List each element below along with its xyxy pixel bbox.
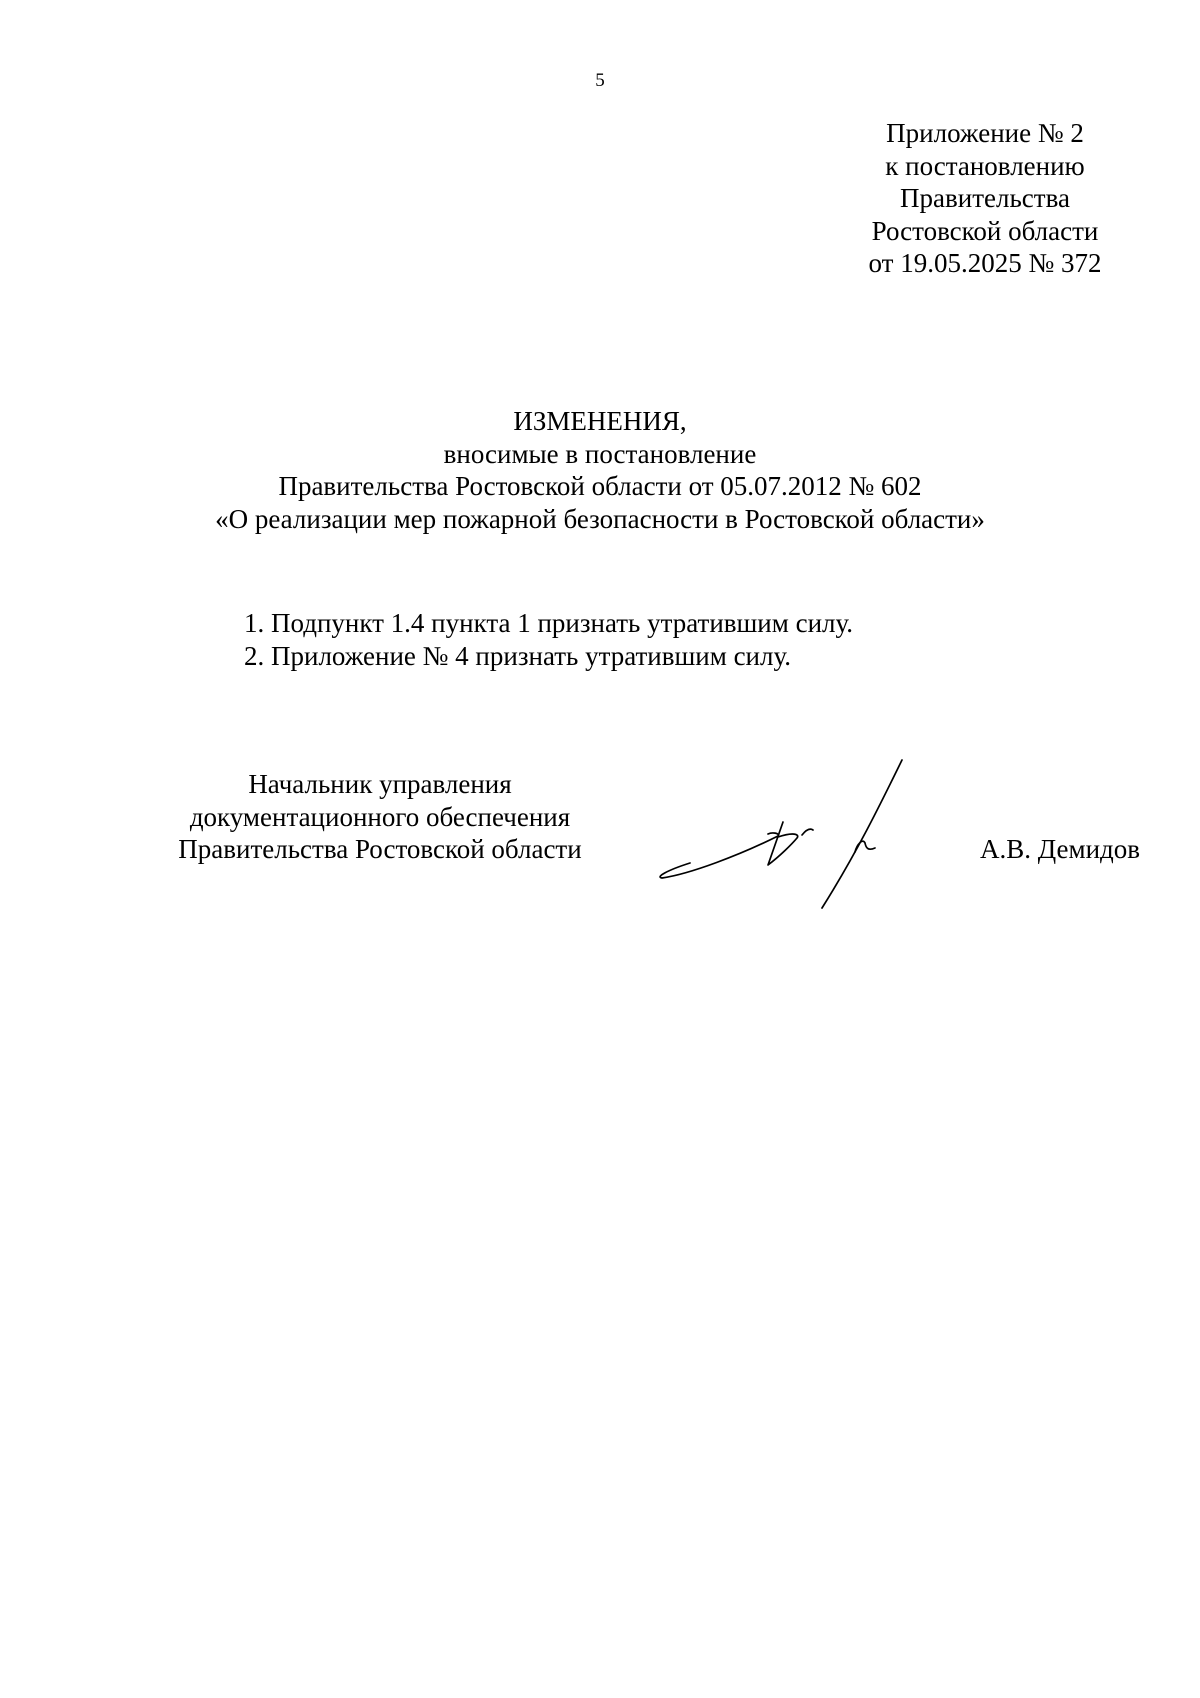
appendix-line-4: Ростовской области bbox=[871, 215, 1099, 246]
appendix-line-2: к постановлению bbox=[885, 150, 1085, 181]
signer-position-line-3: Правительства Ростовской области bbox=[178, 834, 582, 864]
handwritten-signature bbox=[650, 750, 950, 920]
appendix-line-3: Правительства bbox=[900, 183, 1070, 213]
signer-position bbox=[150, 768, 610, 866]
amendment-item-1: 1. Подпункт 1.4 пункта 1 признать утратившим силу. bbox=[244, 608, 854, 638]
page-number: 5 bbox=[595, 70, 605, 91]
document-title bbox=[0, 405, 1200, 535]
title-heading: ИЗМЕНЕНИЯ, bbox=[513, 406, 687, 436]
signer-name: А.В. Демидов bbox=[980, 834, 1141, 864]
appendix-line-1: Приложение № 2 bbox=[886, 118, 1084, 148]
amendment-list bbox=[244, 607, 1144, 672]
amendment-item-2: 2. Приложение № 4 признать утратившим силу. bbox=[244, 640, 792, 671]
title-line-4: «О реализации мер пожарной безопасности в Ростовской области» bbox=[215, 503, 985, 534]
appendix-reference bbox=[820, 117, 1150, 280]
signer-position-line-2: документационного обеспечения bbox=[189, 801, 571, 832]
signer-position-line-1: Начальник управления bbox=[248, 769, 512, 799]
title-line-3: Правительства Ростовской области от 05.07.2012 № 602 bbox=[278, 471, 922, 501]
title-line-2: вносимые в постановление bbox=[443, 438, 757, 469]
appendix-line-5: от 19.05.2025 № 372 bbox=[868, 248, 1102, 278]
